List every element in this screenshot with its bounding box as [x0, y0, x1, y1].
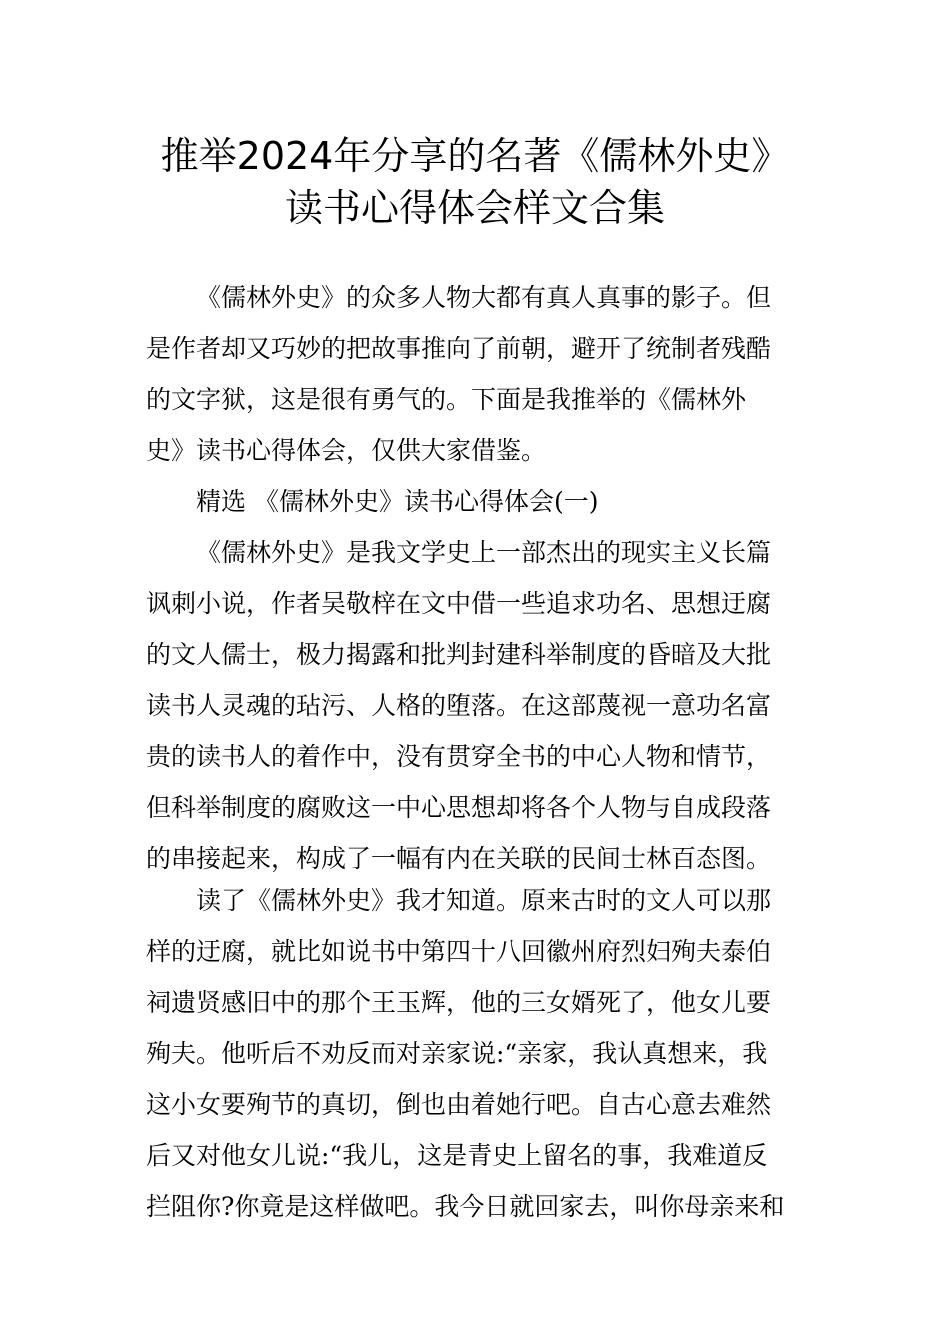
paragraph-line: 《儒林外史》是我文学史上一部杰出的现实主义长篇 [196, 538, 772, 567]
paragraph-line: 讽刺小说，作者吴敬梓在文中借一些追求功名、思想迂腐 [146, 589, 772, 618]
paragraph-line: 拦阻你?你竟是这样做吧。我今日就回家去，叫你母亲来和 [146, 1192, 785, 1221]
paragraph-line: 的串接起来，构成了一幅有内在关联的民间士林百态图。 [146, 844, 772, 873]
paragraph-line: 但科举制度的腐败这一中心思想却将各个人物与自成段落 [146, 793, 772, 822]
body-paragraph-2 [146, 875, 808, 1232]
document-title-line-1: 推举2024年分享的名著《儒林外史》 [160, 134, 790, 178]
paragraph-line: 祠遗贤感旧中的那个王玉辉，他的三女婿死了，他女儿要 [146, 988, 772, 1017]
intro-paragraph [146, 272, 808, 476]
body-paragraph-1 [146, 527, 808, 884]
paragraph-line: 样的迂腐，就比如说书中第四十八回徽州府烈妇殉夫泰伯 [146, 937, 772, 966]
paragraph-line: 的文人儒士，极力揭露和批判封建科举制度的昏暗及大批 [146, 640, 772, 669]
paragraph-line: 的文字狱，这是很有勇气的。下面是我推举的《儒林外 [146, 385, 747, 414]
paragraph-line: 史》读书心得体会，仅供大家借鉴。 [146, 436, 547, 465]
paragraph-line: 贵的读书人的着作中，没有贯穿全书的中心人物和情节， [146, 742, 772, 771]
paragraph-line: 后又对他女儿说:“我儿，这是青史上留名的事，我难道反 [146, 1141, 768, 1170]
section-heading [146, 476, 808, 527]
paragraph-line: 这小女要殉节的真切，倒也由着她行吧。自古心意去难然 [146, 1090, 772, 1119]
paragraph-line: 《儒林外史》的众多人物大都有真人真事的影子。但 [196, 283, 772, 312]
document-title-line-2: 读书心得体会样文合集 [284, 186, 665, 230]
paragraph-line: 殉夫。他听后不劝反而对亲家说:“亲家，我认真想来，我 [146, 1039, 768, 1068]
paragraph-line: 读书人灵魂的玷污、人格的堕落。在这部蔑视一意功名富 [146, 691, 772, 720]
paragraph-line: 是作者却又巧妙的把故事推向了前朝，避开了统制者残酷 [146, 334, 772, 363]
section-heading-text: 精选 《儒林外史》读书心得体会(一) [196, 487, 599, 516]
paragraph-line: 读了《儒林外史》我才知道。原来古时的文人可以那 [196, 886, 772, 915]
